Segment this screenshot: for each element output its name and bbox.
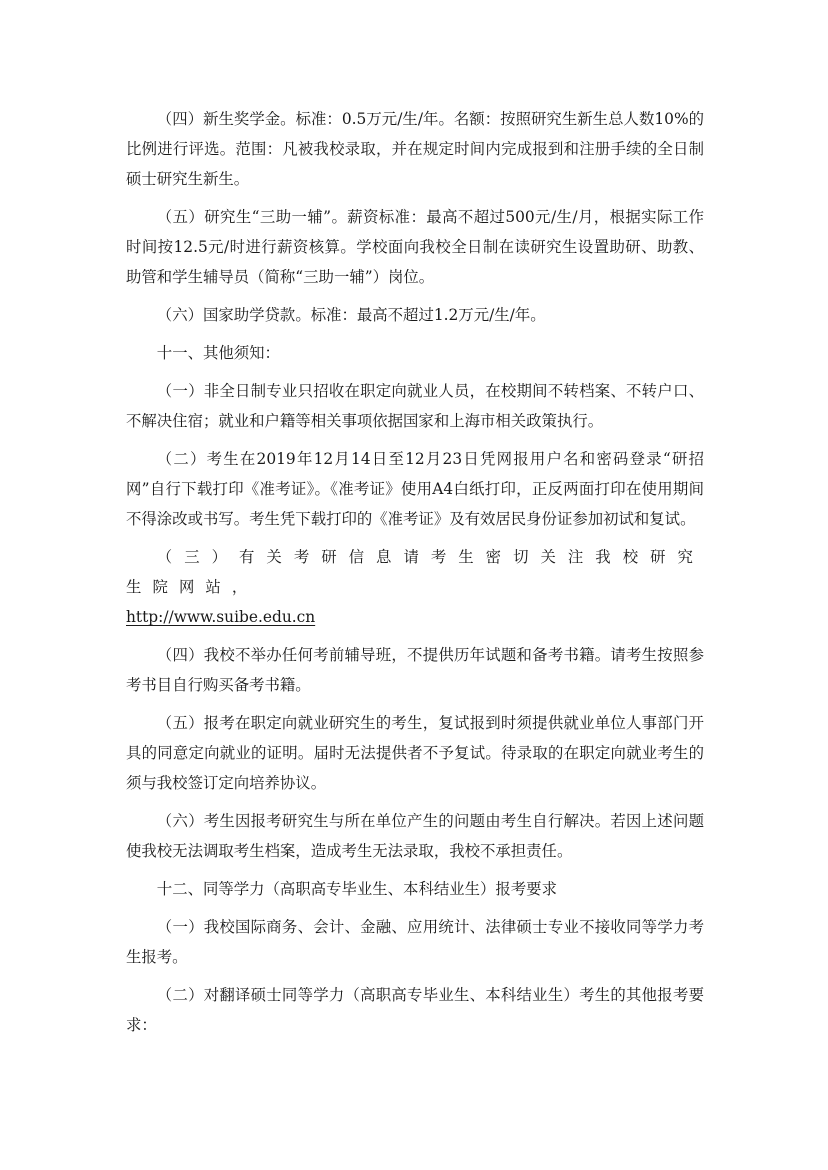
paragraph-website-notice: （三）有关考研信息请考生密切关注我校研究生院网站， — [126, 548, 704, 596]
paragraph-translation-requirements: （二）对翻译硕士同等学力（高职高专毕业生、本科结业生）考生的其他报考要求： — [126, 986, 704, 1034]
paragraph-student-loan: （六）国家助学贷款。标准：最高不超过1.2万元/生/年。 — [156, 306, 546, 324]
paragraph-employment-certificate: （五）报考在职定向就业研究生的考生，复试报到时须提供就业单位人事部门开具的同意定向就业的证明。届时无法提供者不予复试。待录取的在职定向就业考生的须与我校签订定向培养协议。 — [126, 714, 704, 792]
website-url-line — [126, 602, 704, 632]
paragraph-admission-ticket: （二）考生在2019年12月14日至12月23日凭网报用户名和密码登录“研招网”自行下载打印《准考证》。《准考证》使用A4白纸打印，正反两面打印在使用期间不得涂改或书写。考生凭下载打印的《准考证》及有效居民身份证参加初试和复试。 — [126, 450, 704, 528]
document-page — [126, 104, 704, 1048]
website-link[interactable]: http://www.suibe.edu.cn — [126, 608, 316, 626]
paragraph-no-tutoring: （四）我校不举办任何考前辅导班，不提供历年试题和备考书籍。请考生按照参考书目自行购买备考书籍。 — [126, 646, 704, 694]
section-heading-other-notes: 十一、其他须知： — [156, 344, 280, 362]
paragraph-part-time: （一）非全日制专业只招收在职定向就业人员，在校期间不转档案、不转户口、不解决住宿；就业和户籍等相关事项依据国家和上海市相关政策执行。 — [126, 382, 704, 430]
paragraph-unit-disputes: （六）考生因报考研究生与所在单位产生的问题由考生自行解决。若因上述问题使我校无法调取考生档案，造成考生无法录取，我校不承担责任。 — [126, 812, 704, 860]
paragraph-not-accepted-majors: （一）我校国际商务、会计、金融、应用统计、法律硕士专业不接收同等学力考生报考。 — [126, 918, 704, 966]
paragraph-freshman-scholarship: （四）新生奖学金。标准：0.5万元/生/年。名额：按照研究生新生总人数10%的比例进行评选。范围：凡被我校录取，并在规定时间内完成报到和注册手续的全日制硕士研究生新生。 — [126, 110, 704, 188]
paragraph-three-assistants: （五）研究生“三助一辅”。薪资标准：最高不超过500元/生/月，根据实际工作时间按12.5元/时进行薪资核算。学校面向我校全日制在读研究生设置助研、助教、助管和学生辅导员（简称“三助一辅”）岗位。 — [126, 208, 704, 286]
section-heading-equivalent-education: 十二、同等学力（高职高专毕业生、本科结业生）报考要求 — [156, 880, 557, 898]
